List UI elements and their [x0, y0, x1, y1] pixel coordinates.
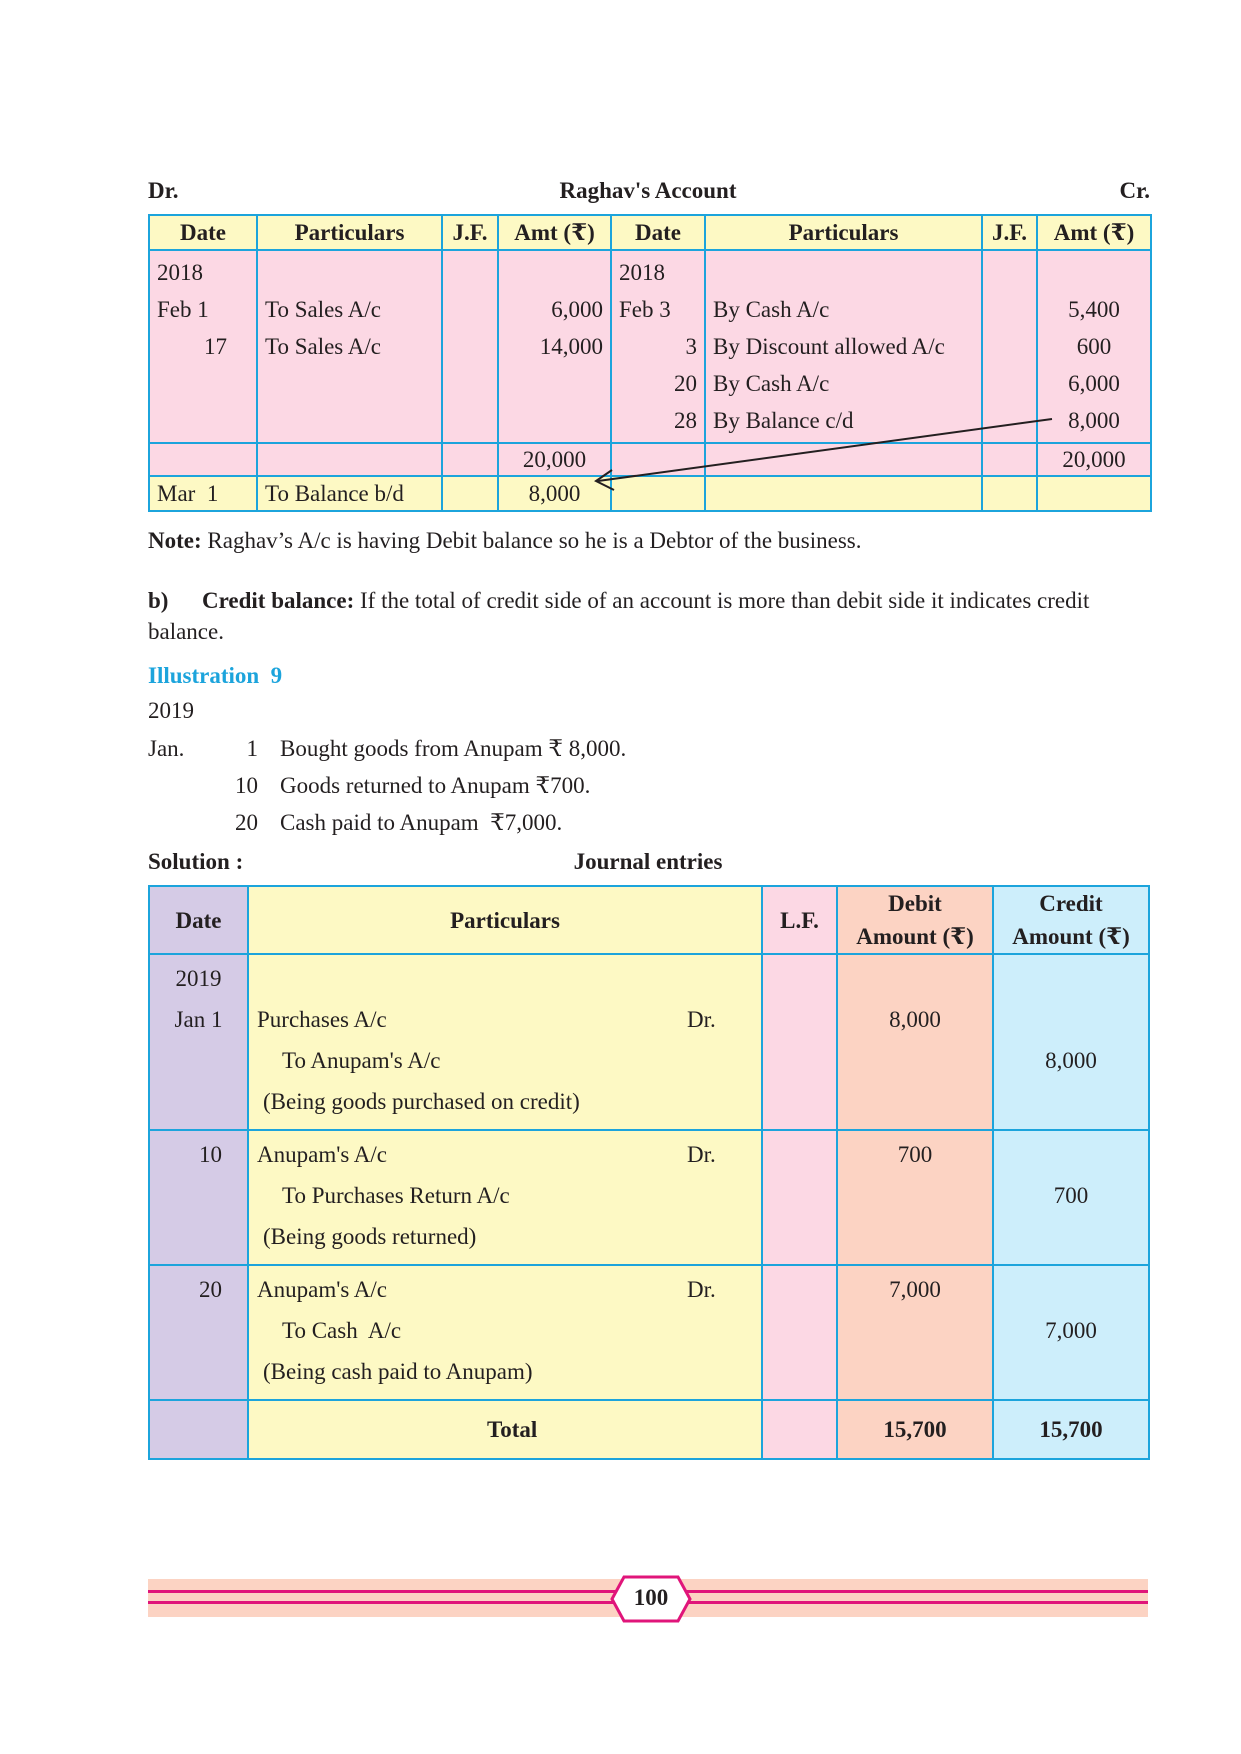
- journal-entry-debit: [837, 1265, 993, 1400]
- journal-entry-lf: [762, 954, 837, 1130]
- journal-total-label: Total: [487, 1416, 538, 1442]
- journal-entry-narration: (Being goods returned): [263, 1224, 477, 1249]
- journal-entry-row: [149, 1265, 1149, 1400]
- ledger-cr-label: Cr.: [1119, 178, 1150, 203]
- journal-total-row: [149, 1400, 1149, 1459]
- illustration-year: 2019: [148, 698, 194, 723]
- journal-header-particulars: Particulars: [248, 886, 762, 954]
- ledger-dr-amount: 6,000: [551, 297, 603, 322]
- illustration-heading: Illustration 9: [148, 663, 283, 688]
- ledger-cr-date: 28: [674, 408, 697, 433]
- illustration-day: 1: [246, 736, 258, 761]
- page-number: 100: [633, 1585, 669, 1610]
- journal-entry-narration: (Being cash paid to Anupam): [263, 1359, 533, 1384]
- journal-entry-date-line: 10: [199, 1142, 222, 1167]
- ledger-cr-particular: By Cash A/c: [713, 297, 830, 322]
- ledger-cr-amount: 6,000: [1068, 371, 1120, 396]
- journal-entry-credit-line: To Anupam's A/c: [282, 1048, 441, 1073]
- journal-entry-date: [149, 954, 248, 1130]
- journal-entry-date-line: 20: [199, 1277, 222, 1302]
- ledger-bd-particulars: To Balance b/d: [257, 476, 442, 511]
- ledger-dr-particular: To Sales A/c: [265, 334, 381, 359]
- point-b-label: Credit balance:: [202, 588, 355, 613]
- journal-entry-particulars: [248, 954, 762, 1130]
- ledger-dr-label: Dr.: [148, 178, 179, 203]
- journal-entry-credit: [993, 954, 1149, 1130]
- ledger-bd-amount: 8,000: [498, 476, 611, 511]
- note-label: Note:: [148, 528, 202, 553]
- journal-entry-credit-line: To Cash A/c: [282, 1318, 402, 1343]
- ledger-bd-date: Mar 1: [149, 476, 257, 511]
- journal-entry-credit-amount: 8,000: [1045, 1048, 1097, 1073]
- journal-table: [148, 885, 1150, 1460]
- journal-entry-lf: [762, 1265, 837, 1400]
- journal-entry-row: [149, 954, 1149, 1130]
- illustration-line: [148, 730, 848, 767]
- journal-header-lf: L.F.: [762, 886, 837, 954]
- ledger-dr-total: 20,000: [498, 443, 611, 476]
- journal-title: Journal entries: [573, 849, 723, 874]
- illustration-line: [148, 804, 848, 841]
- ledger-header-cr-jf: J.F.: [982, 215, 1037, 250]
- ledger-cr-particular: By Discount allowed A/c: [713, 334, 945, 359]
- journal-header-credit-line2: Amount (₹): [1012, 924, 1130, 949]
- journal-entry-debit: [837, 954, 993, 1130]
- journal-entry-credit: [993, 1130, 1149, 1265]
- note-paragraph: [148, 528, 1148, 554]
- journal-entry-dr-mark: Dr.: [687, 1277, 716, 1302]
- journal-header-debit-line2: Amount (₹): [856, 924, 974, 949]
- journal-header-date: Date: [149, 886, 248, 954]
- journal-entry-account: Anupam's A/c: [257, 1142, 387, 1167]
- note-text: Raghav’s A/c is having Debit balance so he is a Debtor of the business.: [201, 528, 862, 553]
- ledger-cr-date: 2018: [619, 260, 665, 285]
- journal-entry-row: [149, 1130, 1149, 1265]
- journal-entry-particulars: [248, 1130, 762, 1265]
- journal-entry-credit-amount: 7,000: [1045, 1318, 1097, 1343]
- illustration-line: [148, 767, 848, 804]
- journal-total-debit: 15,700: [837, 1400, 993, 1459]
- illustration-month: Jan.: [148, 736, 185, 761]
- ledger-header-cr-amount: Amt (₹): [1037, 215, 1151, 250]
- journal-entry-credit: [993, 1265, 1149, 1400]
- ledger-header-dr-jf: J.F.: [442, 215, 498, 250]
- journal-entry-date: [149, 1265, 248, 1400]
- illustration-text: Bought goods from Anupam ₹ 8,000.: [280, 736, 627, 761]
- ledger-cr-amount: 5,400: [1068, 297, 1120, 322]
- journal-entry-credit-amount: 700: [1053, 1183, 1089, 1208]
- journal-entry-pad: [249, 958, 761, 999]
- balance-carry-arrow-icon: [0, 0, 1241, 600]
- journal-entry-account: Purchases A/c: [257, 1007, 387, 1032]
- journal-entry-debit-line: [249, 1134, 761, 1175]
- journal-header-credit: [993, 886, 1149, 954]
- ledger-cr-amount: 600: [1076, 334, 1112, 359]
- ledger-header-cr-date: Date: [611, 215, 705, 250]
- point-b-marker: b): [148, 588, 169, 613]
- ledger-dr-date: 17: [204, 334, 227, 359]
- ledger-cr-date: 20: [674, 371, 697, 396]
- journal-header-credit-line1: Credit: [1039, 891, 1103, 916]
- journal-header-debit-line1: Debit: [888, 891, 942, 916]
- illustration-text: Goods returned to Anupam ₹700.: [280, 773, 591, 798]
- ledger-header-cr-particulars: Particulars: [705, 215, 982, 250]
- ledger-header-dr-amount: Amt (₹): [498, 215, 611, 250]
- journal-entry-dr-mark: Dr.: [687, 1007, 716, 1032]
- journal-entry-credit-line: To Purchases Return A/c: [282, 1183, 510, 1208]
- journal-entry-debit: [837, 1130, 993, 1265]
- journal-entry-lf: [762, 1130, 837, 1265]
- journal-entry-account: Anupam's A/c: [257, 1277, 387, 1302]
- solution-label: Solution :: [148, 849, 244, 874]
- journal-header-row: [149, 886, 1149, 954]
- journal-entry-narration: (Being goods purchased on credit): [263, 1089, 580, 1114]
- journal-entry-dr-mark: Dr.: [687, 1142, 716, 1167]
- illustration-text: Cash paid to Anupam ₹7,000.: [280, 810, 563, 835]
- journal-entry-debit-line: [249, 1269, 761, 1310]
- ledger-dr-particular: To Sales A/c: [265, 297, 381, 322]
- ledger-cr-date: Feb 3: [619, 297, 671, 322]
- ledger-cr-date: 3: [685, 334, 697, 359]
- journal-header-debit: [837, 886, 993, 954]
- point-b-text: If the total of credit side of an account is more than debit side it indicates credit balance.: [148, 588, 1090, 644]
- journal-entry-debit-amount: 7,000: [889, 1277, 941, 1302]
- ledger-cr-total: 20,000: [1037, 443, 1151, 476]
- journal-entry-date-line: 2019: [175, 966, 222, 991]
- ledger-cr-particular: By Cash A/c: [713, 371, 830, 396]
- journal-entry-particulars: [248, 1265, 762, 1400]
- illustration-day: 20: [235, 810, 258, 835]
- ledger-dr-date: 2018: [157, 260, 203, 285]
- journal-entry-date-line: Jan 1: [174, 1007, 223, 1032]
- ledger-dr-date: Feb 1: [157, 297, 209, 322]
- ledger-title: Raghav's Account: [559, 178, 737, 203]
- journal-entry-debit-amount: 8,000: [889, 1007, 941, 1032]
- journal-entry-date: [149, 1130, 248, 1265]
- journal-entry-debit-line: [249, 999, 761, 1040]
- ledger-cr-amount: 8,000: [1068, 408, 1120, 433]
- ledger-header-dr-particulars: Particulars: [257, 215, 442, 250]
- journal-total-credit: 15,700: [993, 1400, 1149, 1459]
- credit-balance-paragraph: [148, 585, 1153, 647]
- ledger-header-dr-date: Date: [149, 215, 257, 250]
- ledger-dr-amount: 14,000: [539, 334, 603, 359]
- ledger-cr-particular: By Balance c/d: [713, 408, 854, 433]
- journal-entry-debit-amount: 700: [897, 1142, 933, 1167]
- illustration-day: 10: [235, 773, 258, 798]
